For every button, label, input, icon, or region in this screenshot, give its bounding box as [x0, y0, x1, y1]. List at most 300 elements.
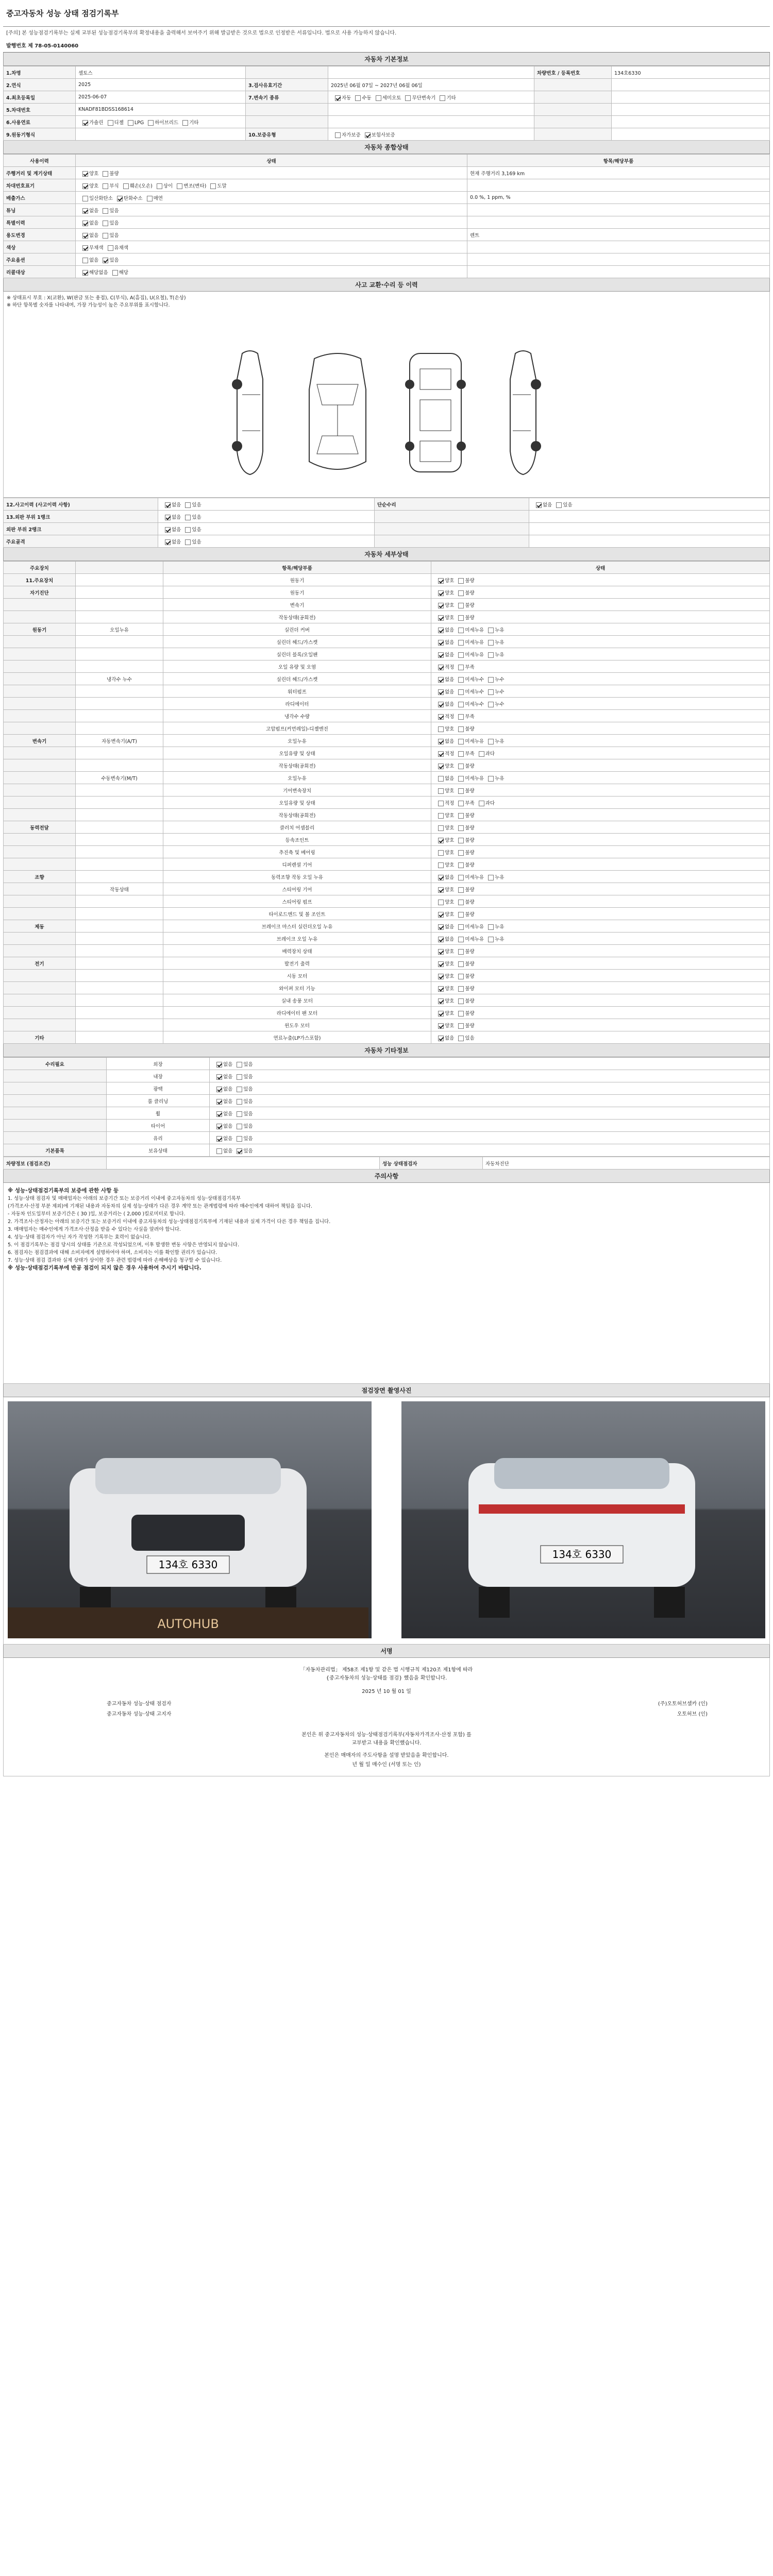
checkbox-icon[interactable] — [123, 183, 129, 189]
detail-item: 동력조향 작동 오일 누유 — [163, 871, 431, 883]
checkbox-icon[interactable] — [458, 862, 464, 868]
checkbox-icon[interactable] — [438, 1036, 444, 1041]
checkbox-icon[interactable] — [458, 652, 464, 658]
detail-row — [4, 759, 770, 772]
checkbox-icon[interactable] — [438, 986, 444, 992]
detail-group — [4, 722, 76, 735]
general-note: 렌트 — [467, 229, 770, 241]
checkbox-icon[interactable] — [237, 1062, 242, 1067]
checkbox-icon[interactable] — [216, 1074, 222, 1080]
checkbox-icon[interactable] — [185, 515, 191, 520]
checkbox-icon[interactable] — [438, 590, 444, 596]
accident-option — [181, 501, 201, 508]
checkbox-icon[interactable] — [440, 95, 445, 101]
detail-group: 기타 — [4, 1031, 76, 1044]
checkbox-icon[interactable] — [458, 726, 464, 732]
checkbox-icon[interactable] — [335, 95, 341, 101]
checkbox-icon[interactable] — [128, 120, 133, 126]
checkbox-icon[interactable] — [438, 825, 444, 831]
detail-row — [4, 586, 770, 599]
checkbox-icon[interactable] — [458, 961, 464, 967]
basic-label-2 — [246, 66, 328, 79]
checkbox-icon[interactable] — [458, 1011, 464, 1016]
detail-option — [434, 910, 454, 918]
option-label: 미세누유 — [465, 652, 484, 658]
option-label: 있음 — [192, 514, 201, 520]
accident-label: 13.외판 부위 1랭크 — [4, 511, 158, 523]
accident-option — [161, 538, 181, 545]
checkbox-icon[interactable] — [438, 924, 444, 930]
detail-options — [431, 933, 770, 945]
etc-option — [232, 1073, 253, 1080]
detail-group — [4, 945, 76, 957]
accident-options-2 — [529, 498, 770, 511]
checkbox-icon[interactable] — [458, 813, 464, 819]
checkbox-icon[interactable] — [556, 502, 562, 508]
checkbox-icon[interactable] — [458, 702, 464, 707]
general-options — [76, 167, 467, 179]
checkbox-icon[interactable] — [458, 764, 464, 769]
checkbox-icon[interactable] — [458, 788, 464, 794]
basic-value: 2025 — [76, 79, 246, 91]
detail-option — [434, 577, 454, 584]
accident-label: 12.사고이력 (사고이력 사항) — [4, 498, 158, 511]
detail-sub — [76, 945, 163, 957]
checkbox-icon[interactable] — [165, 502, 171, 508]
detail-option — [434, 626, 454, 633]
checkbox-icon[interactable] — [438, 801, 444, 806]
checkbox-icon[interactable] — [438, 652, 444, 658]
detail-item: 기어변속장치 — [163, 784, 431, 796]
detail-option — [434, 774, 454, 782]
etc-option — [232, 1122, 253, 1129]
checkbox-icon[interactable] — [488, 652, 494, 658]
option-label: 있음 — [243, 1111, 253, 1117]
checkbox-icon[interactable] — [458, 776, 464, 782]
option-label: 있음 — [243, 1098, 253, 1105]
checkbox-icon[interactable] — [82, 270, 88, 276]
option-label: 없음 — [445, 689, 455, 695]
etc-last-row — [4, 1157, 770, 1170]
detail-option — [454, 960, 474, 967]
checkbox-icon[interactable] — [458, 1023, 464, 1029]
detail-item: 작동상태(공회전) — [163, 759, 431, 772]
checkbox-icon[interactable] — [438, 702, 444, 707]
checkbox-icon[interactable] — [438, 838, 444, 843]
detail-sub — [76, 970, 163, 982]
checkbox-icon[interactable] — [438, 949, 444, 955]
section-sign-header: 서명 — [3, 1645, 770, 1658]
detail-option — [454, 799, 474, 806]
sign-line-2: {중고자동차의 성능·상태를 점검} 했음을 확인합니다. — [326, 1675, 447, 1681]
option-label: 누유 — [495, 924, 505, 930]
checkbox-icon[interactable] — [82, 183, 88, 189]
general-option — [143, 194, 163, 201]
accident-options — [158, 511, 375, 523]
checkbox-icon[interactable] — [237, 1087, 242, 1092]
checkbox-icon[interactable] — [405, 95, 411, 101]
checkbox-icon[interactable] — [458, 850, 464, 856]
checkbox-icon[interactable] — [458, 974, 464, 979]
checkbox-icon[interactable] — [165, 515, 171, 520]
checkbox-icon[interactable] — [458, 937, 464, 942]
detail-item: 실린더 헤드/가스켓 — [163, 673, 431, 685]
etc-item: 타이어 — [107, 1120, 210, 1132]
detail-sub — [76, 846, 163, 858]
checkbox-icon[interactable] — [458, 986, 464, 992]
checkbox-icon[interactable] — [438, 813, 444, 819]
checkbox-icon[interactable] — [216, 1099, 222, 1105]
checkbox-icon[interactable] — [479, 801, 484, 806]
checkbox-icon[interactable] — [237, 1099, 242, 1105]
checkbox-icon[interactable] — [488, 937, 494, 942]
checkbox-icon[interactable] — [458, 677, 464, 683]
checkbox-icon[interactable] — [103, 171, 108, 177]
detail-row — [4, 599, 770, 611]
option-label: 미세누유 — [465, 775, 484, 782]
detail-option — [454, 614, 474, 621]
general-option — [108, 268, 128, 276]
checkbox-icon[interactable] — [458, 887, 464, 893]
basic-extra-value — [612, 128, 770, 141]
checkbox-icon[interactable] — [376, 95, 381, 101]
detail-sub — [76, 660, 163, 673]
option-label: 있음 — [243, 1061, 253, 1067]
general-option — [173, 182, 206, 189]
checkbox-icon[interactable] — [458, 912, 464, 918]
detail-item: 원동기 — [163, 574, 431, 586]
checkbox-icon[interactable] — [458, 578, 464, 584]
accident2-option — [532, 501, 552, 508]
checkbox-icon[interactable] — [237, 1136, 242, 1142]
checkbox-icon[interactable] — [438, 714, 444, 720]
checkbox-icon[interactable] — [103, 233, 108, 239]
checkbox-icon[interactable] — [488, 677, 494, 683]
detail-sub — [76, 611, 163, 623]
checkbox-icon[interactable] — [438, 961, 444, 967]
checkbox-icon[interactable] — [438, 578, 444, 584]
checkbox-icon[interactable] — [82, 196, 88, 201]
checkbox-icon[interactable] — [165, 539, 171, 545]
option-label: 누유 — [495, 874, 505, 880]
checkbox-icon[interactable] — [488, 689, 494, 695]
detail-group — [4, 772, 76, 784]
etc-last-label: 차량정보 (점검조건) — [4, 1157, 107, 1170]
checkbox-icon[interactable] — [82, 120, 88, 126]
checkbox-icon[interactable] — [210, 183, 216, 189]
option-label: 누수 — [495, 701, 505, 707]
detail-sub — [76, 908, 163, 920]
checkbox-icon[interactable] — [438, 751, 444, 757]
checkbox-icon[interactable] — [237, 1148, 242, 1154]
detail-options — [431, 636, 770, 648]
general-note — [467, 179, 770, 192]
basic-extra-label — [534, 79, 612, 91]
option-label: 있음 — [243, 1123, 253, 1129]
checkbox-icon[interactable] — [458, 825, 464, 831]
checkbox-icon[interactable] — [458, 924, 464, 930]
checkbox-icon[interactable] — [365, 132, 371, 138]
detail-sub — [76, 710, 163, 722]
detail-sub — [76, 586, 163, 599]
detail-sub — [76, 982, 163, 994]
checkbox-icon[interactable] — [237, 1111, 242, 1117]
checkbox-icon[interactable] — [458, 714, 464, 720]
detail-options — [431, 611, 770, 623]
checkbox-icon[interactable] — [182, 120, 188, 126]
checkbox-icon[interactable] — [112, 270, 118, 276]
general-option — [104, 244, 129, 251]
checkbox-icon[interactable] — [438, 974, 444, 979]
etc-group — [4, 1082, 107, 1095]
detail-sub — [76, 821, 163, 834]
option-label: 양호 — [445, 590, 455, 596]
checkbox-icon[interactable] — [103, 183, 108, 189]
option-label: 누유 — [495, 738, 505, 744]
detail-row — [4, 908, 770, 920]
general-options — [76, 216, 467, 229]
accident2-option — [552, 501, 572, 508]
checkbox-icon[interactable] — [216, 1062, 222, 1067]
checkbox-icon[interactable] — [488, 702, 494, 707]
checkbox-icon[interactable] — [117, 196, 123, 201]
detail-option — [434, 725, 454, 732]
rear-photo — [401, 1401, 765, 1638]
checkbox-icon[interactable] — [438, 615, 444, 621]
checkbox-icon[interactable] — [82, 258, 88, 263]
basic-label-2: 10.보증유형 — [246, 128, 328, 141]
detail-row — [4, 1031, 770, 1044]
option-label: 양호 — [445, 615, 455, 621]
etc-last-value2: 자동차진단 — [483, 1157, 770, 1170]
option-label: 양호 — [445, 837, 455, 843]
notes-lines — [8, 1195, 765, 1264]
checkbox-icon[interactable] — [355, 95, 361, 101]
front-plate: 134호 6330 — [158, 1558, 218, 1571]
checkbox-icon[interactable] — [458, 998, 464, 1004]
detail-option — [454, 750, 474, 757]
detail-options — [431, 747, 770, 759]
option-label: 불량 — [465, 1010, 475, 1016]
etc-option — [232, 1060, 253, 1067]
basic-value-2 — [328, 128, 534, 141]
etc-options — [210, 1082, 770, 1095]
detail-option — [454, 972, 474, 979]
detail-option — [434, 651, 454, 658]
checkbox-icon[interactable] — [335, 132, 341, 138]
accident-option — [161, 526, 181, 533]
fuel-option — [78, 118, 104, 126]
general-note: 0.0 %, 1 ppm, % — [467, 192, 770, 204]
checkbox-icon[interactable] — [458, 751, 464, 757]
checkbox-icon[interactable] — [177, 183, 182, 189]
detail-option — [454, 997, 474, 1004]
checkbox-icon[interactable] — [157, 183, 162, 189]
general-label: 용도변경 — [4, 229, 76, 241]
detail-group — [4, 611, 76, 623]
checkbox-icon[interactable] — [147, 196, 153, 201]
checkbox-icon[interactable] — [479, 751, 484, 757]
detail-row — [4, 871, 770, 883]
detail-options — [431, 722, 770, 735]
checkbox-icon[interactable] — [148, 120, 154, 126]
basic-label: 2.연식 — [4, 79, 76, 91]
option-label: 탄화수소 — [123, 195, 143, 201]
checkbox-icon[interactable] — [458, 665, 464, 670]
detail-group — [4, 994, 76, 1007]
detail-item: 연료누출(LP가스포함) — [163, 1031, 431, 1044]
checkbox-icon[interactable] — [458, 590, 464, 596]
etc-row — [4, 1095, 770, 1107]
checkbox-icon[interactable] — [438, 677, 444, 683]
detail-item: 클러치 어셈블리 — [163, 821, 431, 834]
checkbox-icon[interactable] — [82, 171, 88, 177]
checkbox-icon[interactable] — [185, 527, 191, 533]
detail-row — [4, 821, 770, 834]
checkbox-icon[interactable] — [488, 875, 494, 880]
checkbox-icon[interactable] — [438, 998, 444, 1004]
checkbox-icon[interactable] — [165, 527, 171, 533]
checkbox-icon[interactable] — [216, 1148, 222, 1154]
car-left-side-diagram — [222, 348, 278, 477]
notes-body — [3, 1183, 770, 1384]
basic-row — [4, 91, 770, 104]
option-label: 기타 — [189, 120, 199, 126]
section-etc-header: 자동차 기타정보 — [3, 1044, 770, 1057]
detail-option — [454, 737, 484, 744]
checkbox-icon[interactable] — [103, 221, 108, 226]
checkbox-icon[interactable] — [216, 1111, 222, 1117]
checkbox-icon[interactable] — [438, 640, 444, 646]
checkbox-icon[interactable] — [438, 912, 444, 918]
etc-row — [4, 1107, 770, 1120]
checkbox-icon[interactable] — [438, 628, 444, 633]
option-label: 자가보증 — [342, 132, 361, 138]
trans-option — [435, 94, 456, 101]
checkbox-icon[interactable] — [438, 764, 444, 769]
detail-group: 동력전달 — [4, 821, 76, 834]
checkbox-icon[interactable] — [458, 628, 464, 633]
checkbox-icon[interactable] — [185, 539, 191, 545]
checkbox-icon[interactable] — [438, 887, 444, 893]
detail-row — [4, 636, 770, 648]
checkbox-icon[interactable] — [488, 628, 494, 633]
checkbox-icon[interactable] — [108, 120, 113, 126]
option-label: 자동 — [342, 95, 351, 101]
option-label: 미세누유 — [465, 924, 484, 930]
option-label: 없음 — [543, 502, 552, 508]
option-label: 양호 — [445, 899, 455, 905]
option-label: 양호 — [445, 911, 455, 918]
checkbox-icon[interactable] — [438, 739, 444, 744]
basic-extra-label — [534, 104, 612, 116]
detail-header-cell: 주요장치 — [4, 562, 76, 574]
checkbox-icon[interactable] — [488, 739, 494, 744]
checkbox-icon[interactable] — [216, 1087, 222, 1092]
detail-group — [4, 636, 76, 648]
accident-label-2 — [375, 535, 529, 548]
checkbox-icon[interactable] — [438, 726, 444, 732]
detail-option — [454, 861, 474, 868]
checkbox-icon[interactable] — [82, 208, 88, 214]
checkbox-icon[interactable] — [438, 1023, 444, 1029]
detail-options — [431, 599, 770, 611]
option-label: 불량 — [465, 602, 475, 608]
checkbox-icon[interactable] — [488, 776, 494, 782]
checkbox-icon[interactable] — [458, 801, 464, 806]
checkbox-icon[interactable] — [438, 1011, 444, 1016]
trans-option — [351, 94, 371, 101]
checkbox-icon[interactable] — [108, 245, 113, 251]
checkbox-icon[interactable] — [458, 875, 464, 880]
checkbox-icon[interactable] — [438, 862, 444, 868]
checkbox-icon[interactable] — [82, 245, 88, 251]
option-label: 불량 — [465, 812, 475, 819]
detail-row — [4, 698, 770, 710]
checkbox-icon[interactable] — [458, 838, 464, 843]
checkbox-icon[interactable] — [82, 233, 88, 239]
checkbox-icon[interactable] — [82, 221, 88, 226]
general-row — [4, 204, 770, 216]
checkbox-icon[interactable] — [438, 850, 444, 856]
checkbox-icon[interactable] — [536, 502, 542, 508]
checkbox-icon[interactable] — [216, 1136, 222, 1142]
buyer-line-1: 본인은 위 중고자동차의 성능·상태점검기록부(자동차가격조사·산정 포함) 를 — [301, 1732, 472, 1738]
option-label: 하이브리드 — [155, 120, 179, 126]
checkbox-icon[interactable] — [103, 208, 108, 214]
detail-option — [434, 601, 454, 608]
title-bar — [3, 0, 770, 27]
checkbox-icon[interactable] — [438, 900, 444, 905]
checkbox-icon[interactable] — [458, 1036, 464, 1041]
checkbox-icon[interactable] — [488, 640, 494, 646]
checkbox-icon[interactable] — [458, 739, 464, 744]
general-options — [76, 192, 467, 204]
checkbox-icon[interactable] — [438, 689, 444, 695]
detail-options — [431, 586, 770, 599]
option-label: 있음 — [243, 1148, 253, 1154]
checkbox-icon[interactable] — [216, 1124, 222, 1129]
checkbox-icon[interactable] — [438, 603, 444, 608]
checkbox-icon[interactable] — [438, 875, 444, 880]
checkbox-icon[interactable] — [458, 949, 464, 955]
checkbox-icon[interactable] — [458, 900, 464, 905]
general-option — [78, 256, 98, 263]
checkbox-icon[interactable] — [438, 665, 444, 670]
checkbox-icon[interactable] — [438, 788, 444, 794]
detail-option — [454, 935, 484, 942]
checkbox-icon[interactable] — [438, 937, 444, 942]
car-top-diagram — [299, 348, 376, 477]
option-label: 있음 — [563, 502, 573, 508]
checkbox-icon[interactable] — [458, 615, 464, 621]
checkbox-icon[interactable] — [458, 640, 464, 646]
checkbox-icon[interactable] — [438, 776, 444, 782]
detail-option — [454, 577, 474, 584]
checkbox-icon[interactable] — [185, 502, 191, 508]
general-note — [467, 266, 770, 278]
checkbox-icon[interactable] — [488, 924, 494, 930]
checkbox-icon[interactable] — [103, 258, 108, 263]
detail-item: 등속조인트 — [163, 834, 431, 846]
checkbox-icon[interactable] — [237, 1124, 242, 1129]
checkbox-icon[interactable] — [458, 689, 464, 695]
detail-item: 실린더 커버 — [163, 623, 431, 636]
detail-option — [434, 972, 454, 979]
checkbox-icon[interactable] — [458, 603, 464, 608]
option-label: 불량 — [465, 850, 475, 856]
checkbox-icon[interactable] — [237, 1074, 242, 1080]
